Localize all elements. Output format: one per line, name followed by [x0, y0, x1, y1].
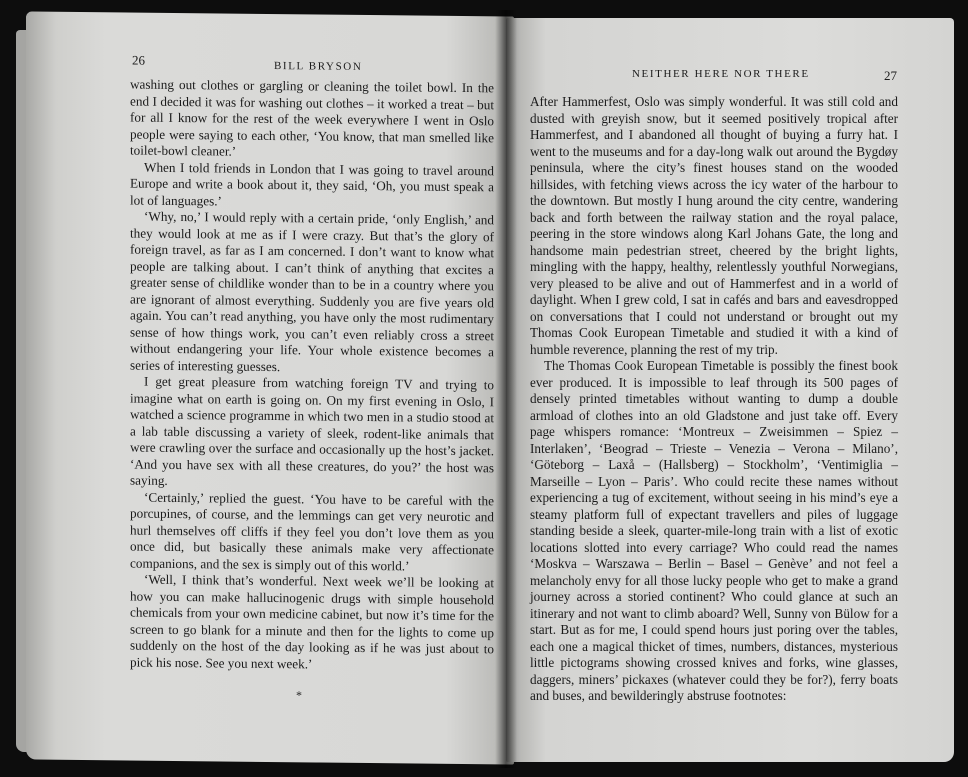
left-page: [26, 11, 514, 764]
paragraph: I get great pleasure from watching foreign TV and trying to imagine what on earth is going on. On my first evening in Oslo, I watched a science programme in which two men in a studio stood at a lab table discussing a variety of sleek, rodent-like animals that were crawling over the surface and occasionally up the host’s jacket. ‘And you have sex with all these creatures, do you?’ the host was saying.: [130, 373, 494, 488]
paragraph: When I told friends in London that I was going to travel around Europe and write a book about it, they said, ‘Oh, you must speak a lot of languages.’: [130, 159, 494, 208]
paragraph: After Hammerfest, Oslo was simply wonderful. It was still cold and dusted with greyish snow, but it seemed positively tropical after Hammerfest, and I abandoned all thought of buying a furry hat. I went to the museums and for a day-long walk out around the Bygdøy peninsula, where the city’s finest houses stand on the wooded hillsides, with fetching views across the icy water of the harbour to the downtown. But mostly I hung around the city centre, wandering back and forth between the railway station and the royal palace, peering in the store windows along Karl Johans Gate, the long and handsome main pedestrian street, cheered by the bright lights, mingling with the happy, healthy, relentlessly youthful Norwegians, very pleased to be alive and out of Hammerfest and in a world of daylight. When I grew cold, I sat in cafés and bars and eavesdropped on conversations that I could not understand or brought out my Thomas Cook European Timetable and studied it with a kind of humble reverence, planning the rest of my trip.: [530, 94, 898, 357]
right-page: [506, 18, 954, 762]
paragraph: washing out clothes or gargling or cleaning the toilet bowl. In the end I decided it was for washing out clothes – it worked a treat – but for all I know for the rest of the week everywhere I went in Oslo people were saying to each other, ‘You know, that man smelled like toilet-bowl cleaner.’: [130, 76, 494, 159]
right-page-number: 27: [884, 68, 897, 83]
right-running-head: NEITHER HERE NOR THERE: [632, 68, 810, 80]
book-gutter: [495, 10, 517, 768]
left-body-text: [130, 77, 494, 675]
left-running-head: BILL BRYSON: [274, 60, 363, 73]
paragraph: ‘Why, no,’ I would reply with a certain pride, ‘only English,’ and they would look at me as if I were crazy. But that’s the glory of foreign travel, as far as I am concerned. I don’t want to know what people are talking about. I can’t think of anything that excites a greater sense of childlike wonder than to be in a country where you are ignorant of almost everything. Suddenly you are five years old again. You can’t read anything, you have only the most rudimentary sense of how things work, you can’t even reliably cross a street without endangering your life. Your whole existence becomes a series of interesting guesses.: [130, 208, 494, 374]
left-page-number: 26: [132, 52, 145, 68]
right-body-text: [530, 94, 898, 705]
paragraph: ‘Certainly,’ replied the guest. ‘You have to be careful with the porcupines, of course, and the lemmings can get very neurotic and hurl themselves off cliffs if they feel you don’t love them as you once did, but basically these animals make very affectionate companions, and the sex is simply out of this world.’: [130, 489, 494, 573]
paragraph: The Thomas Cook European Timetable is possibly the finest book ever produced. It is impossible to leaf through its 500 pages of densely printed timetables without wanting to dump a double armload of clothes into an old Gladstone and just take off. Every page whispers romance: ‘Montreux – Zweisimmen – Spiez – Interlaken’, ‘Beograd – Trieste – Venezia – Verona – Milano’, ‘Göteborg – Laxå – (Hallsberg) – Stockholm’, ‘Ventimiglia – Marseille – Lyon – Paris’. Who could recite these names without experiencing a tug of excitement, without seeing in his mind’s eye a steamy platform full of expectant travellers and piles of luggage standing beside a sleek, quarter-mile-long train with a list of exotic locations slotted into every carriage? Who could read the names ‘Moskva – Warszawa – Berlin – Basel – Genève’ and not feel a melancholy envy for all those lucky people who get to make a grand journey across a storied continent? Who could glance at such an itinerary and not want to climb aboard? Well, Sunny von Bülow for a start. But as for me, I could spend hours just poring over the tables, each one a magical thicket of times, numbers, distances, mysterious little pictograms showing crossed knives and forks, wine glasses, daggers, miners’ pickaxes (whatever could they be for?), ferry boats and buses, and bewilderingly abstruse footnotes:: [530, 358, 898, 703]
paragraph: ‘Well, I think that’s wonderful. Next week we’ll be looking at how you can make hallucinogenic drugs with simple household chemicals from your own medicine cabinet, but now it’s time for the screen to go blank for a minute and then for the lights to come up suddenly on the host of the day looking as if he was just about to pick his nose. See you next week.’: [130, 571, 494, 671]
section-break: *: [296, 688, 302, 703]
